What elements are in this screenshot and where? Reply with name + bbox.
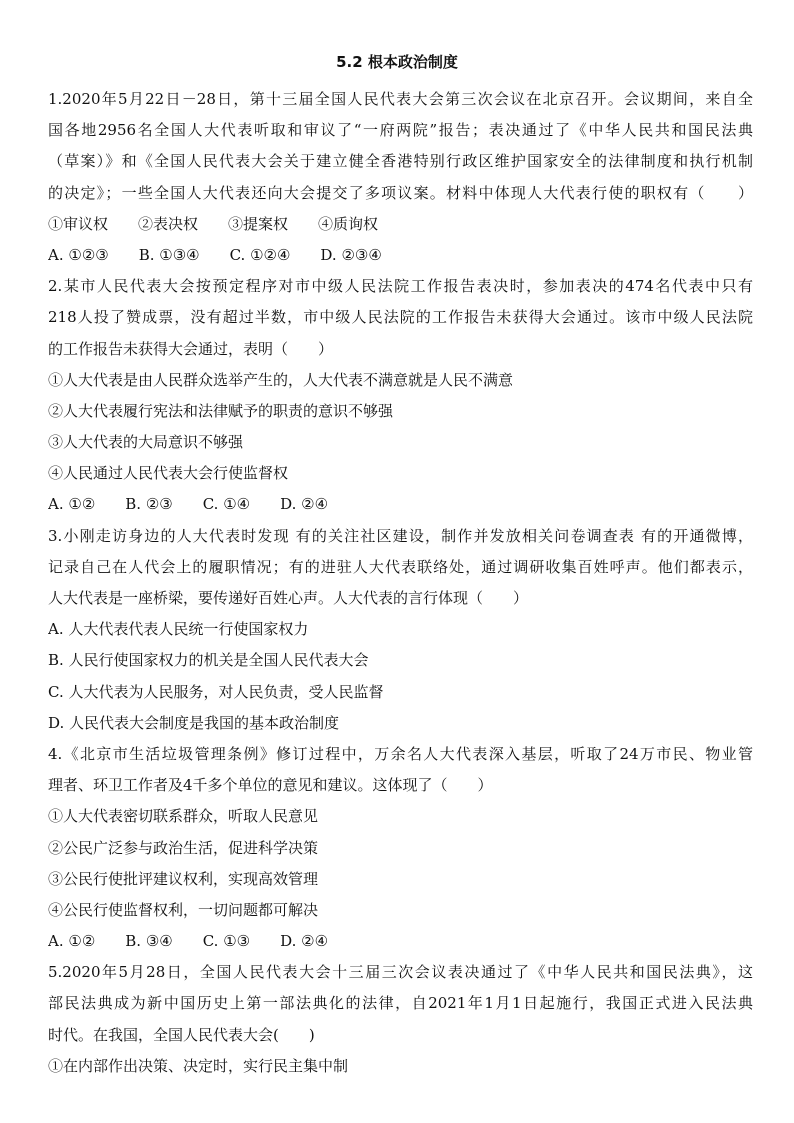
- text-line: 记录自己在人代会上的履职情况；有的进驻人大代表联络处，通过调研收集百姓呼声。他们都表示，: [48, 557, 753, 576]
- text-line: ②人大代表履行宪法和法律赋予的职责的意识不够强: [48, 401, 394, 420]
- answer-options: A. ①② B. ②③ C. ①④ D. ②④: [48, 495, 329, 514]
- text-line: 时代。在我国，全国人民代表大会( ): [48, 1025, 315, 1044]
- question-content: [48, 84, 753, 1082]
- answer-option: B. 人民行使国家权力的机关是全国人民代表大会: [48, 651, 369, 670]
- text-line: ①人大代表密切联系群众，听取人民意见: [48, 807, 319, 826]
- text-line: 2.某市人民代表大会按预定程序对市中级人民法院工作报告表决时，参加表决的474名代表中只有: [48, 277, 753, 296]
- answer-option: D. 人民代表大会制度是我国的基本政治制度: [48, 713, 340, 732]
- text-line: 3.小刚走访身边的人大代表时发现 有的关注社区建设，制作并发放相关问卷调查表 有的开通微博，: [48, 526, 753, 545]
- text-line: ①审议权 ②表决权 ③提案权 ④质询权: [48, 214, 379, 233]
- text-line: ②公民广泛参与政治生活，促进科学决策: [48, 838, 319, 857]
- answer-option: C. 人大代表为人民服务，对人民负责，受人民监督: [48, 682, 384, 701]
- text-line: ①人大代表是由人民群众选举产生的，人大代表不满意就是人民不满意: [48, 370, 514, 389]
- answer-option: A. 人大代表代表人民统一行使国家权力: [48, 620, 309, 639]
- text-line: 4.《北京市生活垃圾管理条例》修订过程中，万余名人大代表深入基层，听取了24万市民、物业管: [48, 744, 753, 763]
- text-line: 5.2020年5月28日，全国人民代表大会十三届三次会议表决通过了《中华人民共和国民法典》，这: [48, 963, 753, 982]
- text-line: 的决定》；一些全国人大代表还向大会提交了多项议案。材料中体现人大代表行使的职权有（ ）: [48, 183, 753, 202]
- text-line: 人大代表是一座桥梁，要传递好百姓心声。人大代表的言行体现（ ）: [48, 589, 529, 607]
- text-line: （草案）》和《全国人民代表大会关于建立健全香港特别行政区维护国家安全的法律制度和执行机制: [48, 152, 753, 171]
- text-line: ③人大代表的大局意识不够强: [48, 433, 244, 452]
- text-line: 国各地2956名全国人大代表听取和审议了“一府两院”报告；表决通过了《中华人民共和国民法典: [48, 121, 753, 140]
- text-line: ④公民行使监督权利，一切问题都可解决: [48, 900, 319, 919]
- text-line: 的工作报告未获得大会通过，表明（ ）: [48, 339, 334, 358]
- text-line: 理者、环卫工作者及4千多个单位的意见和建议。这体现了（ ）: [48, 776, 493, 795]
- text-line: ①在内部作出决策、决定时，实行民主集中制: [48, 1056, 349, 1075]
- text-line: 218人投了赞成票，没有超过半数，市中级人民法院的工作报告未获得大会通过。该市中级人民法院: [48, 308, 753, 327]
- text-line: 部民法典成为新中国历史上第一部法典化的法律，自2021年1月1日起施行，我国正式进入民法典: [48, 994, 753, 1013]
- text-line: ④人民通过人民代表大会行使监督权: [48, 464, 289, 483]
- answer-options: A. ①② B. ③④ C. ①③ D. ②④: [48, 932, 329, 951]
- text-line: ③公民行使批评建议权利，实现高效管理: [48, 869, 319, 888]
- page-title: 5.2 根本政治制度: [336, 53, 458, 71]
- text-line: 1.2020年5月22日－28日，第十三届全国人民代表大会第三次会议在北京召开。会议期间，来自全: [48, 90, 753, 108]
- answer-options: A. ①②③ B. ①③④ C. ①②④ D. ②③④: [48, 245, 382, 264]
